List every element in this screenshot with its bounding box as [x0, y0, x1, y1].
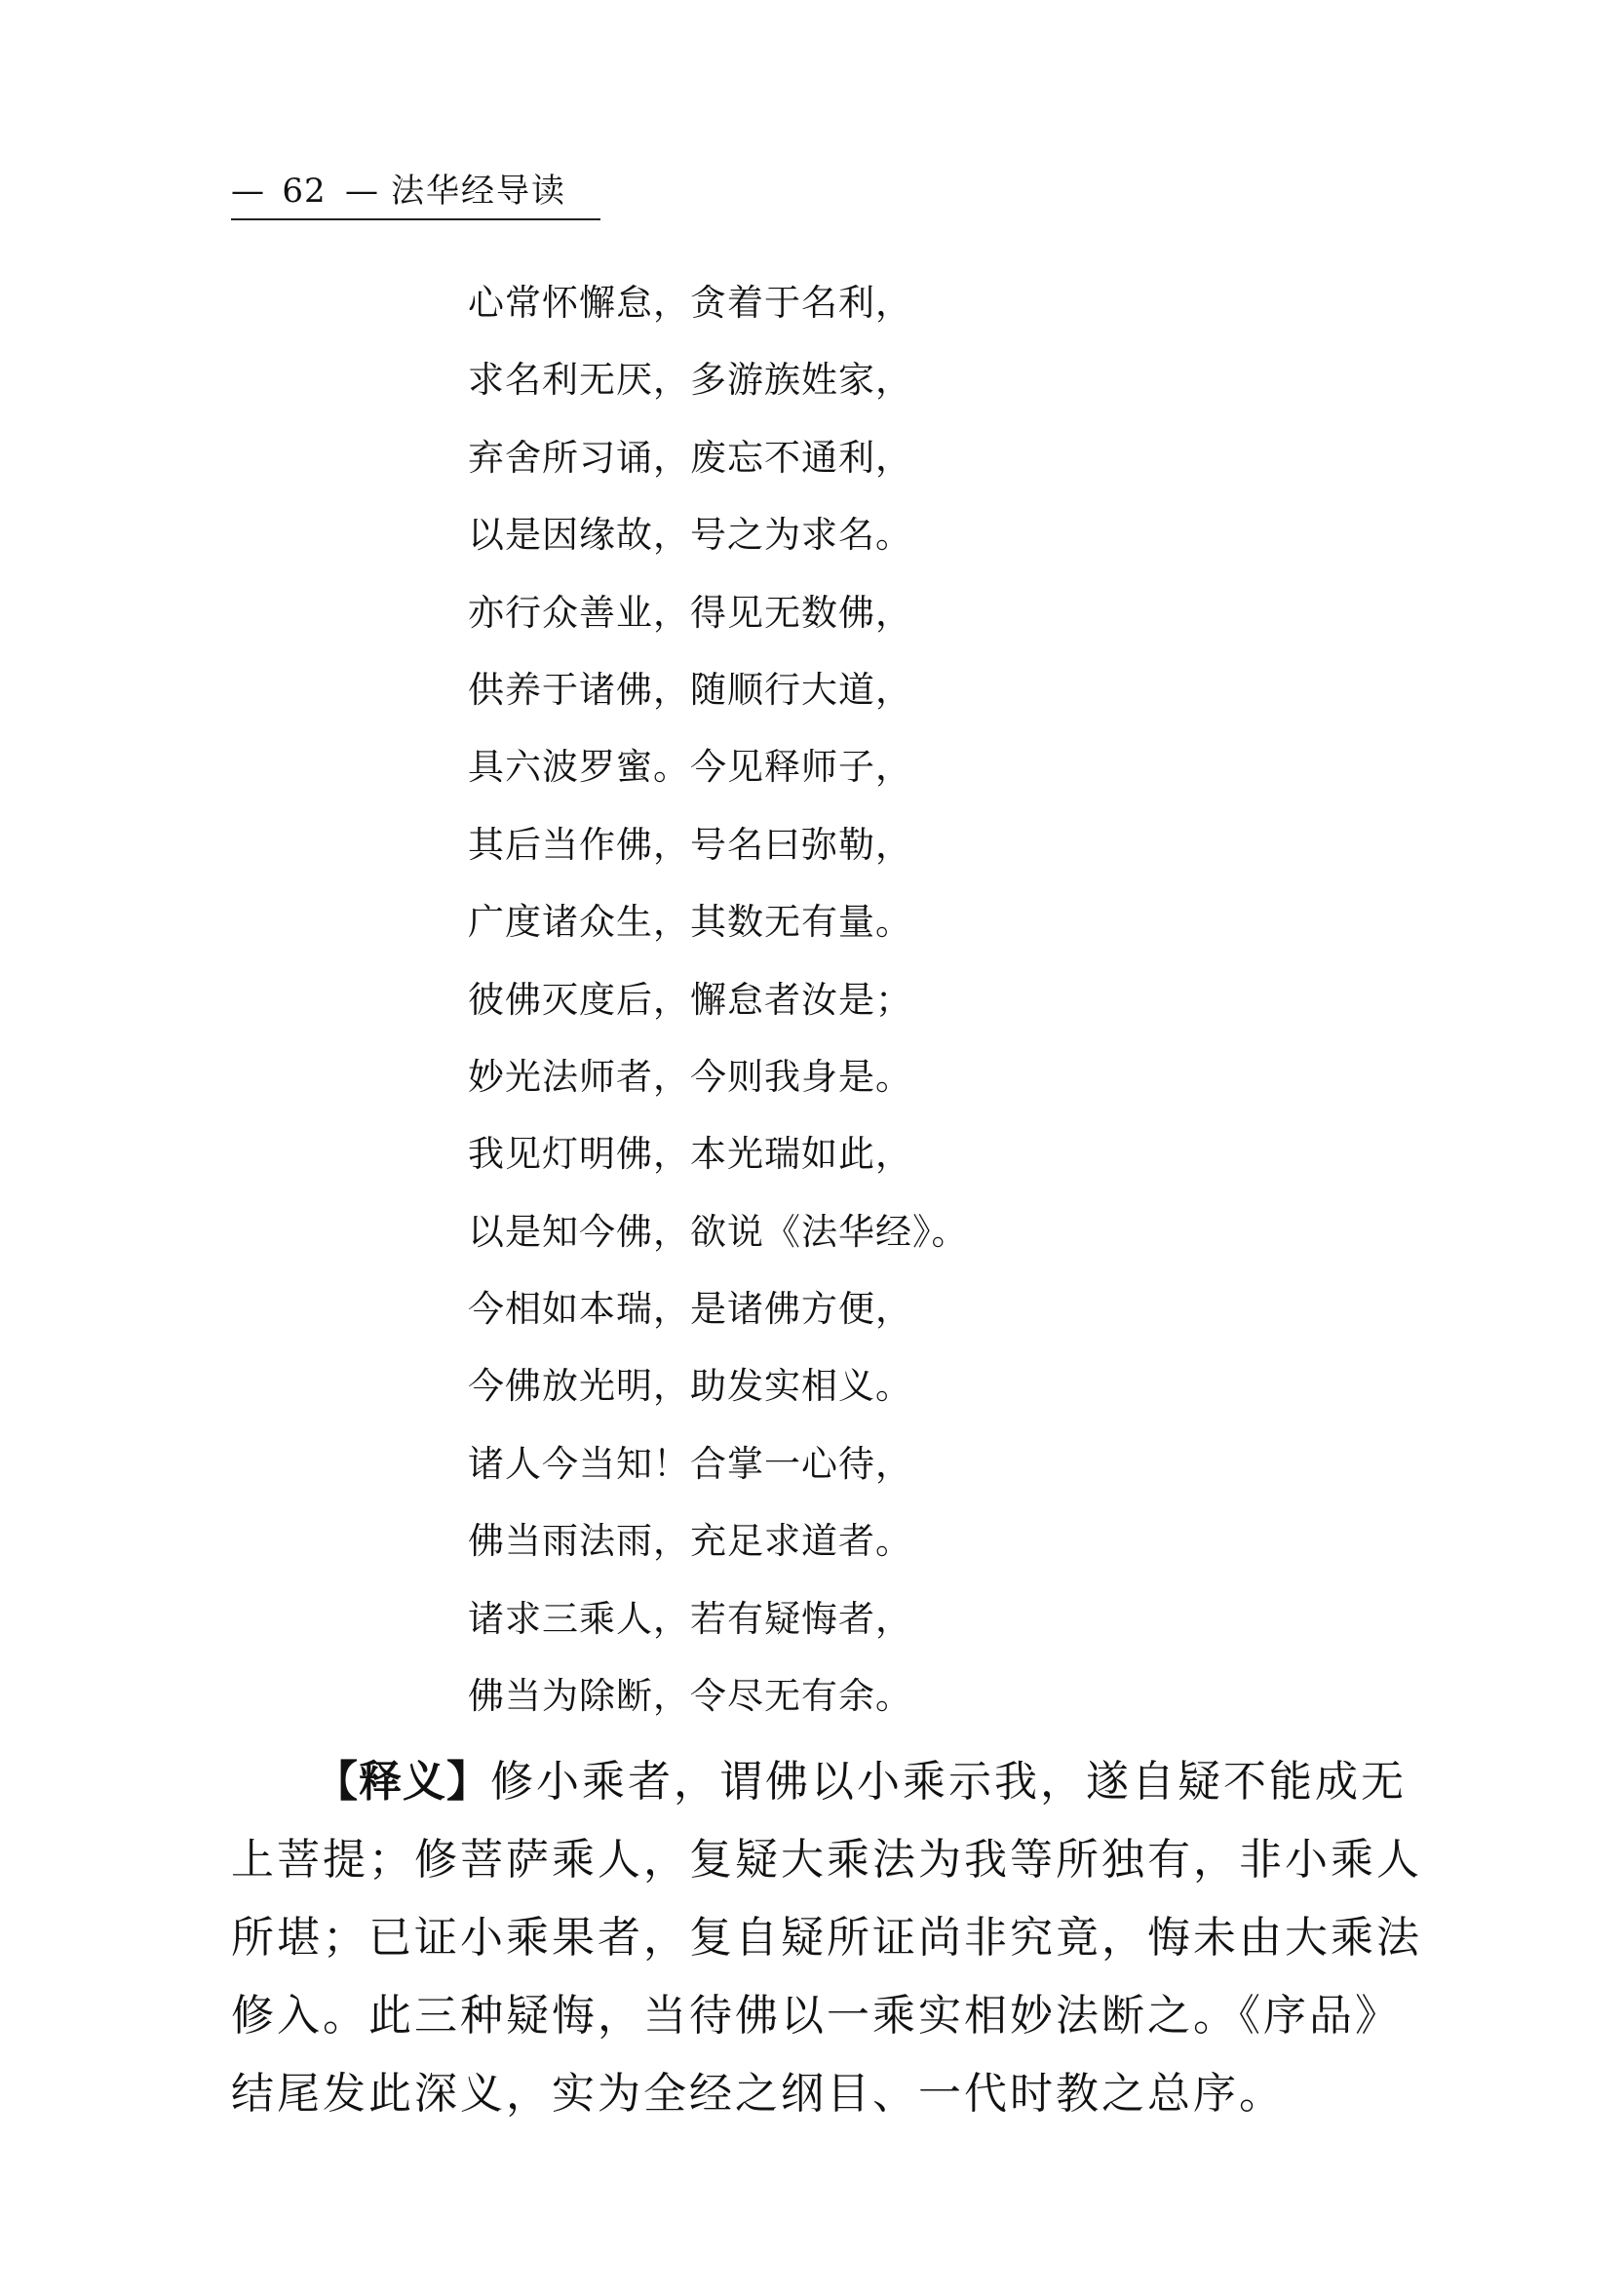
verse-line: 彼佛灭度后，懈怠者汝是； — [468, 978, 912, 1021]
page-number: 62 — [282, 172, 327, 211]
commentary-line: 结尾发此深义，实为全经之纲目、一代时教之总序。 — [231, 2069, 1285, 2119]
verse-line: 其后当作佛，号名曰弥勒， — [468, 823, 912, 866]
verse-block — [468, 264, 1150, 1734]
header-dash-left: — — [231, 172, 264, 211]
verse-line: 供养于诸佛，随顺行大道， — [468, 668, 912, 711]
verse-line: 诸求三乘人，若有疑悔者， — [468, 1597, 912, 1640]
verse-line: 妙光法师者，今则我身是。 — [468, 1055, 912, 1098]
commentary-line — [231, 1743, 1420, 1821]
verse-line: 弃舍所习诵，废忘不通利， — [468, 436, 912, 479]
verse-line: 具六波罗蜜。今见释师子， — [468, 746, 912, 789]
commentary-line: 所堪；已证小乘果者，复自疑所证尚非究竟，悔未由大乘法 — [231, 1913, 1422, 1963]
verse-line: 求名利无厌，多游族姓家， — [468, 359, 912, 402]
verse-line: 心常怀懈怠，贪着于名利， — [468, 282, 912, 324]
running-header — [231, 166, 601, 216]
book-title: 法华经导读 — [391, 172, 566, 211]
commentary-label: 【释义】 — [315, 1757, 490, 1807]
verse-line: 以是因缘故，号之为求名。 — [468, 514, 912, 557]
verse-line: 今相如本瑞，是诸佛方便， — [468, 1288, 912, 1331]
commentary-paragraph — [231, 1743, 1420, 2133]
commentary-text: 修小乘者，谓佛以小乘示我，遂自疑不能成无 — [490, 1757, 1407, 1807]
verse-line: 佛当为除断，令尽无有余。 — [468, 1675, 912, 1718]
verse-line: 诸人今当知！合掌一心待， — [468, 1442, 912, 1485]
verse-line: 今佛放光明，助发实相义。 — [468, 1365, 912, 1408]
header-rule — [231, 218, 600, 220]
verse-line: 广度诸众生，其数无有量。 — [468, 901, 912, 944]
verse-line: 我见灯明佛，本光瑞如此， — [468, 1133, 912, 1176]
commentary-line: 上菩提；修菩萨乘人，复疑大乘法为我等所独有，非小乘人 — [231, 1835, 1422, 1885]
verse-line: 以是知今佛，欲说《法华经》。 — [468, 1210, 969, 1253]
header-dash-right: — — [345, 172, 378, 211]
verse-line: 亦行众善业，得见无数佛， — [468, 591, 912, 634]
verse-line: 佛当雨法雨，充足求道者。 — [468, 1520, 912, 1563]
commentary-line: 修入。此三种疑悔，当待佛以一乘实相妙法断之。《序品》 — [231, 1991, 1401, 2041]
